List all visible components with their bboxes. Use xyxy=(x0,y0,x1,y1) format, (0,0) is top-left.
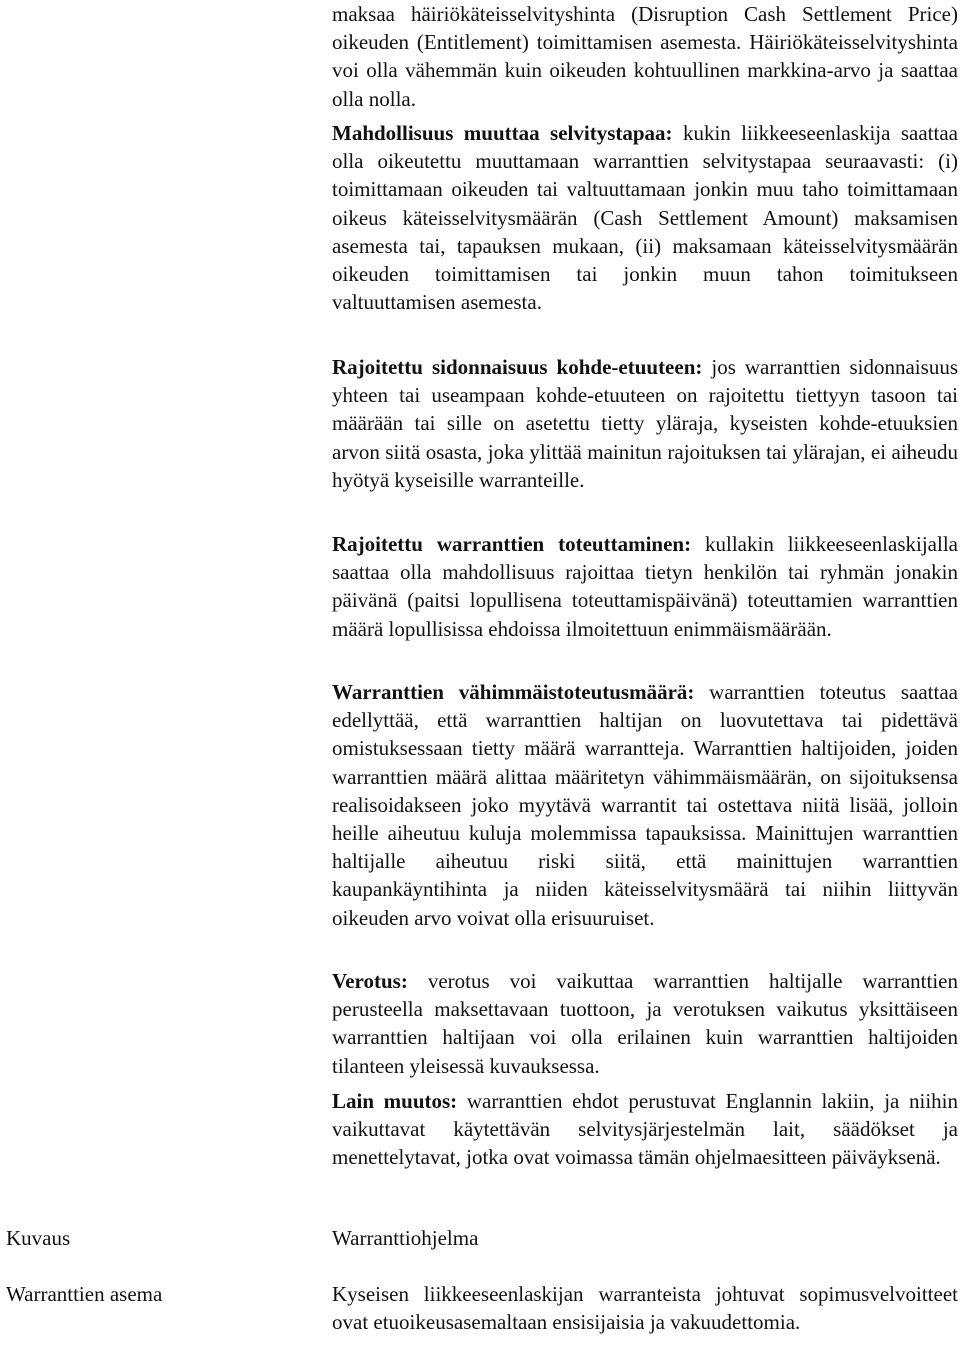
paragraph-text: kullakin liikkeeseenlaskijalla saattaa olla mahdollisuus rajoittaa tietyn henkilön tai ryhmän jonakin päivänä (paitsi lopullisena toteuttamispäivänä) toteuttamien warranttien määrä lopullisissa ehdoissa ilmoitettuun enimmäismäärään. xyxy=(332,532,958,641)
row-label-status: Warranttien asema xyxy=(6,1282,163,1306)
risk-paragraph-limited-exercise xyxy=(332,530,958,643)
paragraph-heading: Lain muutos: xyxy=(332,1089,458,1113)
paragraph-heading: Rajoitettu warranttien toteuttaminen: xyxy=(332,532,692,556)
row-value-description: Warranttiohjelma xyxy=(332,1226,479,1250)
paragraph-heading: Rajoitettu sidonnaisuus kohde-etuuteen: xyxy=(332,355,703,379)
risk-paragraph-minimum-exercise xyxy=(332,678,958,932)
paragraph-text: kukin liikkeeseenlaskija saattaa olla oikeutettu muuttamaan warranttien selvitystapaa seuraavasti: (i) toimittamaan oikeuden tai valtuuttamaan jonkin muu taho toimittamaan oikeus käteisselvitysmäärän (Cash Settlement Amount) maksamisen asemesta tai, tapauksen mukaan, (ii) maksamaan käteisselvitysmäärän oikeuden toimittamisen tai jonkin muun tahon toimitukseen valtuuttamisen asemesta. xyxy=(332,121,958,315)
risk-paragraph-disruption-cash-settlement xyxy=(332,0,958,113)
paragraph-heading: Verotus: xyxy=(332,969,408,993)
risk-paragraph-change-of-law xyxy=(332,1087,958,1172)
paragraph-text: warranttien toteutus saattaa edellyttää, että warranttien haltijan on luovutettava tai pidettävä omistuksessaan tietty määrä warrantteja. Warranttien haltijoiden, joiden warranttien määrä alittaa määritetyn vähimmäismäärän, on sijoituksensa realisoidakseen joko myytävä warrantit tai ostettava niitä lisää, jolloin heille aiheutuu kuluja molemmissa tapauksissa. Mainittujen warranttien haltijalle aiheutuu riski siitä, että mainittujen warranttien kaupankäyntihinta ja niiden käteisselvitysmäärä tai niihin liittyvän oikeuden arvo voivat olla erisuuruiset. xyxy=(332,680,958,930)
paragraph-heading: Warranttien vähimmäistoteutusmäärä: xyxy=(332,680,695,704)
paragraph-text: warranttien ehdot perustuvat Englannin lakiin, ja niihin vaikuttavat käytettävän selvitysjärjestelmän lait, säädökset ja menettelytavat, jotka ovat voimassa tämän ohjelmaesitteen päiväyksenä. xyxy=(332,1089,958,1170)
row-value-status: Kyseisen liikkeeseenlaskijan warranteista johtuvat sopimusvelvoitteet ovat etuoikeusasemaltaan ensisijaisia ja vakuudettomia. xyxy=(332,1282,958,1335)
paragraph-text: maksaa häiriökäteisselvityshinta (Disruption Cash Settlement Price) oikeuden (Entitlement) toimittamisen asemesta. Häiriökäteisselvityshinta voi olla vähemmän kuin oikeuden kohtuullinen markkina-arvo ja saattaa olla nolla. xyxy=(332,2,958,111)
paragraph-text: jos warranttien sidonnaisuus yhteen tai useampaan kohde-etuuteen on rajoitettu tiettyyn tasoon tai määrään tai sille on asetettu tietty yläraja, kyseisten kohde-etuuksien arvon siitä osasta, joka ylittää mainitun rajoituksen tai ylärajan, ei aiheudu hyötyä kyseisille warranteille. xyxy=(332,355,958,492)
risk-paragraph-taxation xyxy=(332,967,958,1080)
paragraph-heading: Mahdollisuus muuttaa selvitystapaa: xyxy=(332,121,673,145)
risk-paragraph-limited-exposure xyxy=(332,353,958,494)
paragraph-text: verotus voi vaikuttaa warranttien haltijalle warranttien perusteella maksettavaan tuottoon, ja verotuksen vaikutus yksittäiseen warranttien haltijaan voi olla erilainen kuin warranttien haltijoiden tilanteen yleisessä kuvauksessa. xyxy=(332,969,958,1078)
risk-paragraph-settlement-method xyxy=(332,119,958,316)
row-label-description: Kuvaus xyxy=(6,1226,71,1250)
